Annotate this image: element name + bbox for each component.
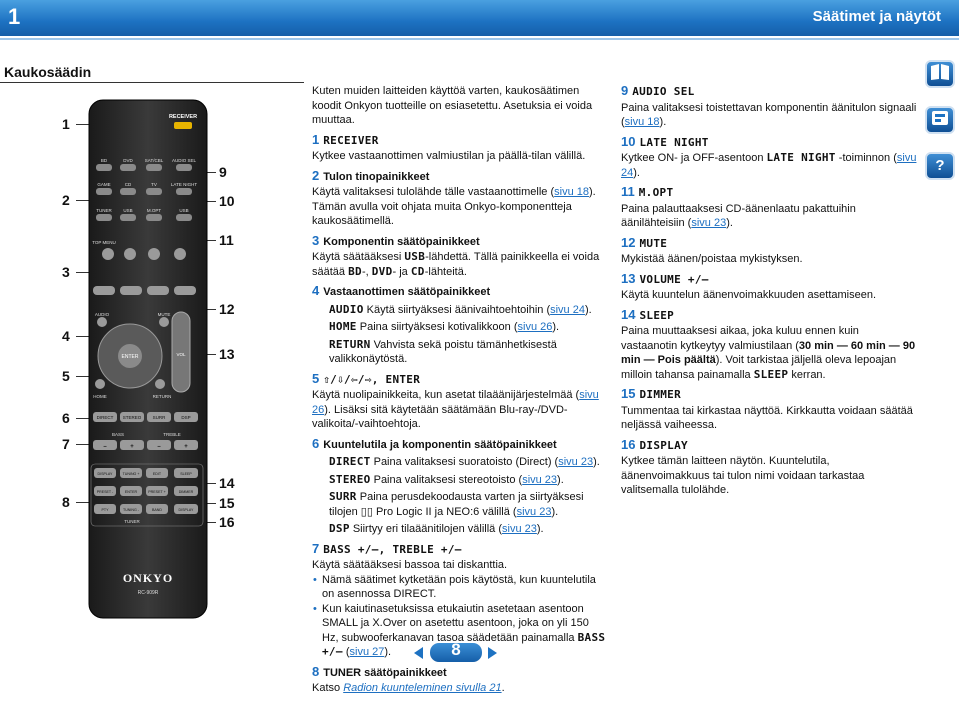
page-link[interactable]: Radion kuunteleminen sivulla 21 bbox=[343, 682, 502, 694]
page-number: 8 bbox=[451, 640, 461, 659]
page-link[interactable]: sivu 23 bbox=[502, 523, 537, 535]
input-sat-label: SAT/CBL bbox=[144, 158, 164, 163]
item-late-night: 10 LATE NIGHT Kytkee ON- ja OFF-asentoon LATE NIGHT -toiminnon (sivu 24). bbox=[621, 133, 917, 179]
tuner-group-label: TUNER bbox=[124, 519, 140, 524]
callout-2: 2 bbox=[62, 192, 70, 208]
audio-sel-label: AUDIO SEL bbox=[171, 158, 197, 163]
input-tuner-label: TUNER bbox=[96, 208, 112, 213]
page-link[interactable]: sivu 24 bbox=[550, 303, 585, 316]
help-icon[interactable] bbox=[925, 152, 955, 180]
callout-8: 8 bbox=[62, 494, 70, 510]
item-receiver-buttons: 4 Vastaanottimen säätöpainikkeet AUDIO Käytä siirtyäksesi äänivaihtoehtoihin (sivu 24). HOME Paina siirtyäksesi kotivalikkoon (sivu 26). RETURN Vahvista sekä poistu tämänhetkisestä valikkonäytöstä. bbox=[312, 283, 592, 365]
input-bd-label: BD bbox=[100, 158, 108, 163]
callout-10: 10 bbox=[219, 193, 235, 209]
page-link[interactable]: sivu 27 bbox=[349, 646, 385, 658]
treble-minus-label: – bbox=[157, 444, 161, 450]
callout-13: 13 bbox=[219, 346, 235, 362]
audio-label: AUDIO bbox=[94, 312, 110, 317]
svg-text:?: ? bbox=[935, 157, 945, 174]
input-tv-label: TV bbox=[151, 182, 157, 187]
usb-ctrl-label: USB bbox=[179, 208, 189, 213]
item-dimmer: 15 DIMMER Tummentaa tai kirkastaa näyttöä. Kirkkautta voidaan säätää neljässä vaiheessa. bbox=[621, 386, 913, 431]
page-link[interactable]: sivu 24 bbox=[621, 152, 917, 179]
model-label: RC-909R bbox=[137, 590, 159, 596]
callout-9: 9 bbox=[219, 164, 227, 180]
item-m-opt: 11 M.OPT Paina palauttaaksesi CD-äänenlaatu pakattuihin äänilähteisiin (sivu 23). bbox=[621, 184, 856, 229]
item-input-selectors: 2 Tulon tinopainikkeet Käytä valitaksesi tulolähde tälle vastaanottimelle (sivu 18). Tämän avulla voit ohjata muita Onkyo-komponentteja kaukosäätimellä. bbox=[312, 167, 596, 227]
input-usb-label: USB bbox=[123, 208, 133, 213]
page-number-tab bbox=[430, 640, 482, 662]
item-mute: 12 MUTE Mykistää äänen/poistaa mykistyksen. bbox=[621, 234, 803, 265]
section-title: Kaukosäädin bbox=[4, 64, 92, 80]
item-listening-modes: 6 Kuuntelutila ja komponentin säätöpainikkeet DIRECT Paina valitaksesi suoratoisto (Direct) (sivu 23). STEREO Paina valitaksesi stereotoisto (sivu 23). SURR Paina perusdekoodausta varten ja siirtyäksesi tilojen ▯▯ Pro Logic II ja NEO:6 välillä (sivu 23). DSP Siirtyy eri tilaäänitilojen välillä (sivu 23). bbox=[312, 435, 600, 535]
bass-label: BASS bbox=[111, 432, 125, 437]
remote-control-illustration bbox=[88, 100, 208, 620]
tuner-enter-label: ENTER bbox=[124, 490, 138, 494]
dsp-label: DSP bbox=[181, 415, 191, 420]
settings-icon[interactable] bbox=[925, 106, 955, 134]
page-link[interactable]: sivu 26 bbox=[312, 389, 599, 416]
brand-logo: ONKYO bbox=[122, 571, 174, 585]
late-night-label: LATE NIGHT bbox=[170, 182, 198, 187]
item-display: 16 DISPLAY Kytkee tämän laitteen näytön. Kuuntelutila, äänenvoimakkuus tai tulon nimi voidaan tarkastaa valitsemalla tulolähde. bbox=[621, 436, 865, 496]
previous-page-arrow-icon[interactable] bbox=[414, 647, 423, 659]
callout-14: 14 bbox=[219, 475, 235, 491]
callout-4: 4 bbox=[62, 328, 70, 344]
home-label: HOME bbox=[93, 394, 107, 399]
dimmer-label: DIMMER bbox=[178, 490, 194, 494]
preset-up-label: PRESET + bbox=[148, 490, 166, 494]
callout-6: 6 bbox=[62, 410, 70, 426]
chapter-number: 1 bbox=[8, 4, 21, 29]
middle-column bbox=[312, 84, 608, 701]
input-cd-label: CD bbox=[124, 182, 132, 187]
bass-plus-label: + bbox=[130, 444, 134, 450]
item-component-buttons: 3 Komponentin säätöpainikkeet Käytä säätääksesi USB-lähdettä. Tällä painikkeella ei voida säätää BD-, DVD- ja CD-lähteitä. bbox=[312, 232, 600, 278]
item-volume: 13 VOLUME +/– Käytä kuuntelun äänenvoimakkuuden asettamiseen. bbox=[621, 270, 877, 301]
top-menu-label: TOP MENU bbox=[92, 240, 116, 245]
callout-5: 5 bbox=[62, 368, 70, 384]
item-arrow-buttons: 5 ⇧/⇩/⇦/⇨, ENTER Käytä nuolipainikkeita, kun asetat tilaäänijärjestelmää (sivu 26). Lisäksi sitä käytetään säätämään Blu-ray-/DVD-valikoita/-vaihtoehtoja. bbox=[312, 370, 599, 430]
section-divider bbox=[0, 82, 304, 83]
input-dvd-label: DVD bbox=[123, 158, 133, 163]
callout-1: 1 bbox=[62, 116, 70, 132]
mute-label: MUTE bbox=[157, 312, 171, 317]
page-link[interactable]: sivu 23 bbox=[522, 473, 558, 486]
band-label: BAND bbox=[152, 508, 162, 512]
direct-label: DIRECT bbox=[96, 415, 114, 420]
callout-12: 12 bbox=[219, 301, 235, 317]
page-link[interactable]: sivu 23 bbox=[516, 505, 552, 518]
display2-label: DISPLAY bbox=[178, 508, 194, 512]
receiver-label: RECEIVER bbox=[168, 114, 198, 120]
book-icon[interactable] bbox=[925, 60, 955, 88]
header-bar bbox=[0, 0, 959, 36]
treble-label: TREBLE bbox=[163, 432, 181, 437]
display-label: DISPLAY bbox=[97, 472, 113, 476]
item-bass-treble: 7 BASS +/–, TREBLE +/– Käytä säätääksesi bassoa tai diskanttia. • Nämä säätimet kytketään pois käytöstä, kun kuuntelutila on asennossa DIRECT. • Kun kaiutinasetuksissa etukaiutin asetetaan asentoon SMALL ja X.Over on asetettu asentoon, joka on yli 150 Hz, subwooferkanavan tasoa säädetään painamalla BASS +/– (sivu 27). bbox=[312, 542, 608, 660]
page-link[interactable]: sivu 26 bbox=[517, 321, 553, 333]
dolby-logo: ▯▯ bbox=[360, 505, 373, 518]
sleep-label: SLEEP bbox=[180, 472, 192, 476]
page-link[interactable]: sivu 23 bbox=[691, 217, 727, 229]
tuning-up-label: TUNING + bbox=[122, 472, 140, 476]
header-divider bbox=[0, 38, 959, 40]
vol-label: VOL bbox=[176, 352, 186, 357]
item-sleep: 14 SLEEP Paina muuttaaksesi aikaa, joka kuluu ennen kuin vastaanotin kytkeytyy valmiustilaan (30 min — 60 min — 90 min — Pois päältä). Voit tarkistaa jäljellä oleva lepoajan milloin tahansa painamalla SLEEP kerran. bbox=[621, 306, 916, 381]
item-tuner-buttons: 8 TUNER säätöpainikkeet Katso Radion kuunteleminen sivulla 21. bbox=[312, 663, 505, 694]
callout-15: 15 bbox=[219, 495, 235, 511]
enter-label: ENTER bbox=[121, 354, 139, 360]
edit-label: EDIT bbox=[152, 472, 162, 476]
item-audio-sel: 9 AUDIO SEL Paina valitaksesi toistettavan komponentin äänitulon signaali (sivu 18). bbox=[621, 83, 917, 128]
page-link[interactable]: sivu 18 bbox=[554, 186, 589, 198]
input-game-label: GAME bbox=[97, 182, 111, 187]
m-opt-label: M.OPT bbox=[146, 208, 162, 213]
surr-label: SURR bbox=[152, 415, 166, 420]
receiver-power-button[interactable] bbox=[174, 122, 192, 129]
page-link[interactable]: sivu 23 bbox=[558, 456, 594, 468]
intro-text: Kuten muiden laitteiden käyttöä varten, kaukosäätimen koodit Onkyon tuotteille on esiasetettu. Asetuksia ei voida muuttaa. bbox=[312, 85, 593, 126]
preset-down-label: PRESET - bbox=[96, 490, 114, 494]
right-column bbox=[621, 84, 917, 503]
callout-7: 7 bbox=[62, 436, 70, 452]
next-page-arrow-icon[interactable] bbox=[488, 647, 497, 659]
callout-16: 16 bbox=[219, 514, 235, 530]
item-receiver: 1 RECEIVER Kytkee vastaanottimen valmiustilan ja päällä-tilan välillä. bbox=[312, 131, 586, 162]
callout-3: 3 bbox=[62, 264, 70, 280]
tuning-down-label: TUNING - bbox=[123, 508, 139, 512]
bass-minus-label: – bbox=[103, 444, 107, 450]
chapter-title: Säätimet ja näytöt bbox=[812, 8, 941, 25]
stereo-label: STEREO bbox=[122, 415, 142, 420]
pty-label: PTY bbox=[101, 508, 109, 512]
page-link[interactable]: sivu 18 bbox=[624, 116, 660, 128]
return-label: RETURN bbox=[152, 394, 172, 399]
treble-plus-label: + bbox=[184, 444, 188, 450]
callout-11: 11 bbox=[219, 232, 234, 248]
